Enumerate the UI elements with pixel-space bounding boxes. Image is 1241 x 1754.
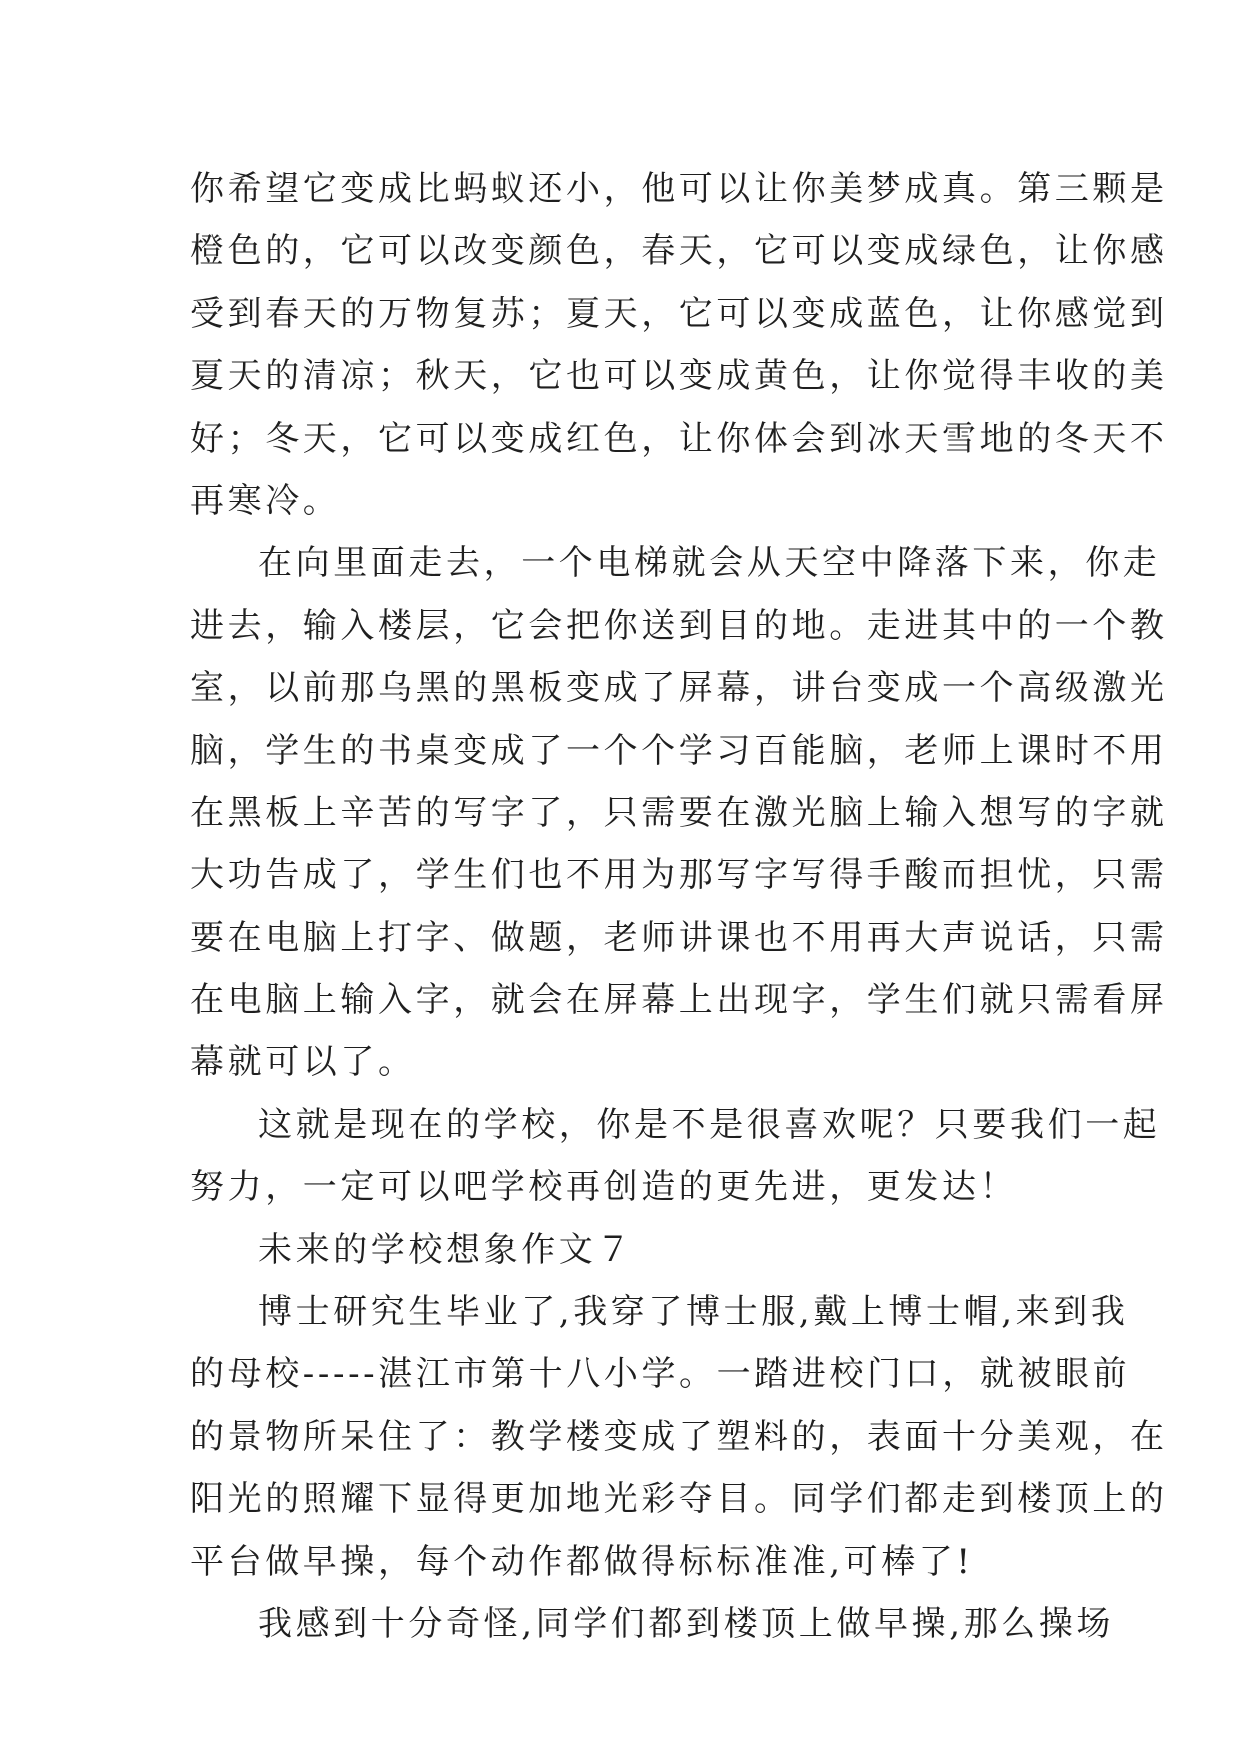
- text-line: 进去，输入楼层，它会把你送到目的地。走进其中的一个教: [190, 605, 1168, 646]
- section-heading: 未来的学校想象作文７: [258, 1229, 634, 1270]
- text-line: 阳光的照耀下显得更加地光彩夺目。同学们都走到楼顶上的: [190, 1479, 1168, 1520]
- text-line: 平台做早操，每个动作都做得标标准准,可棒了!: [190, 1541, 974, 1582]
- paragraph-start-line: 这就是现在的学校，你是不是很喜欢呢？只要我们一起: [258, 1104, 1161, 1145]
- text-line: 室，以前那乌黑的黑板变成了屏幕，讲台变成一个高级激光: [190, 668, 1168, 709]
- document-body: [190, 158, 1168, 1655]
- text-line: 脑，学生的书桌变成了一个个学习百能脑，老师上课时不用: [190, 730, 1168, 771]
- text-line: 在电脑上输入字，就会在屏幕上出现字，学生们就只需看屏: [190, 980, 1168, 1021]
- text-line: 再寒冷。: [190, 480, 341, 521]
- paragraph-start-line: 博士研究生毕业了,我穿了博士服,戴上博士帽,来到我: [258, 1292, 1129, 1333]
- text-line: 夏天的清凉；秋天，它也可以变成黄色，让你觉得丰收的美: [190, 356, 1168, 397]
- text-line: 的景物所呆住了：教学楼变成了塑料的，表面十分美观，在: [190, 1416, 1168, 1457]
- text-line: 要在电脑上打字、做题，老师讲课也不用再大声说话，只需: [190, 917, 1168, 958]
- text-line: 受到春天的万物复苏；夏天，它可以变成蓝色，让你感觉到: [190, 293, 1168, 334]
- paragraph-start-line: 在向里面走去，一个电梯就会从天空中降落下来，你走: [258, 543, 1161, 584]
- text-line: 努力，一定可以吧学校再创造的更先进，更发达！: [190, 1167, 1018, 1208]
- text-line: 的母校-----湛江市第十八小学。一踏进校门口，就被眼前: [190, 1354, 1131, 1395]
- text-line: 橙色的，它可以改变颜色，春天，它可以变成绿色，让你感: [190, 231, 1168, 272]
- text-line: 幕就可以了。: [190, 1042, 416, 1083]
- text-line: 大功告成了，学生们也不用为那写字写得手酸而担忧，只需: [190, 855, 1168, 896]
- paragraph-start-line: 我感到十分奇怪,同学们都到楼顶上做早操,那么操场: [258, 1603, 1115, 1644]
- text-line: 你希望它变成比蚂蚁还小，他可以让你美梦成真。第三颗是: [190, 169, 1168, 209]
- text-line: 好；冬天，它可以变成红色，让你体会到冰天雪地的冬天不: [190, 418, 1168, 459]
- text-line: 在黑板上辛苦的写字了，只需要在激光脑上输入想写的字就: [190, 792, 1168, 833]
